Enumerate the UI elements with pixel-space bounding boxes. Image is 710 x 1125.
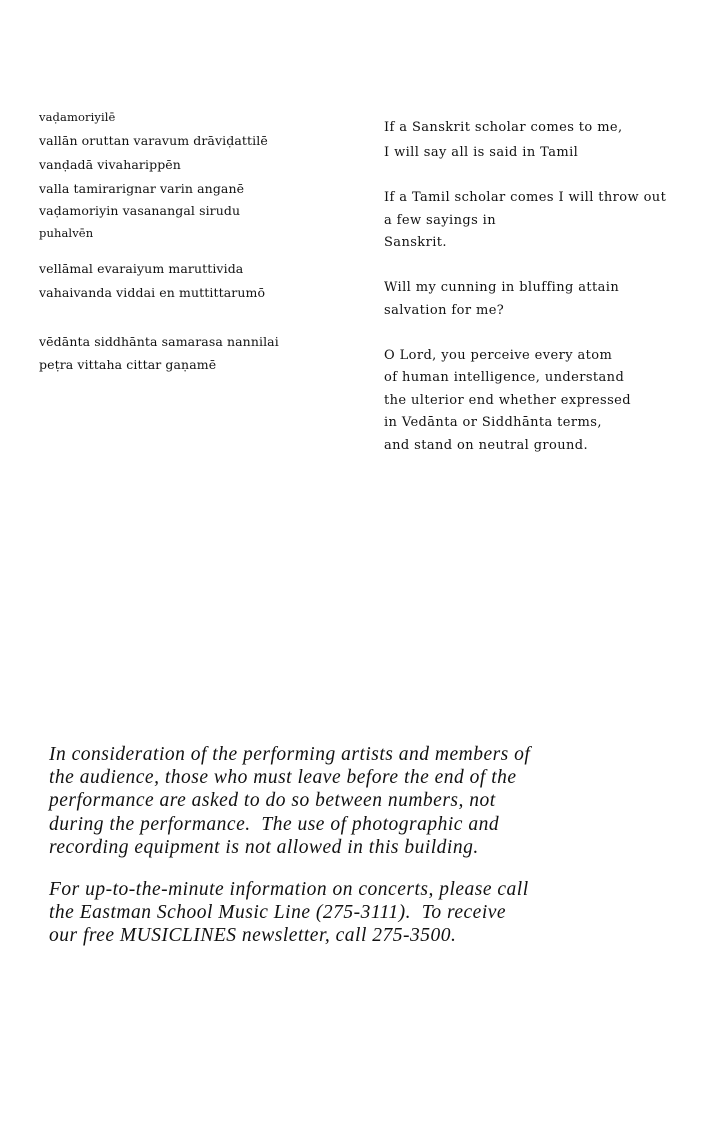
notice-line: recording equipment is not allowed in this building. — [49, 837, 479, 858]
verse-line: vaḍamoriyin vasanangal sirudu — [39, 203, 241, 218]
translation-line: salvation for me? — [384, 303, 505, 318]
translation-line: O Lord, you perceive every atom — [384, 348, 613, 363]
verse-line: vahaivanda viddai en muttittarumō — [39, 285, 266, 300]
notice-line: performance are asked to do so between numbers, not — [49, 790, 496, 811]
verse-line: vanḍadā vivaharippēn — [39, 157, 181, 172]
info-line: our free MUSICLINES newsletter, call 275-3500. — [49, 925, 457, 946]
verse-line: valla tamirarignar varin anganē — [39, 181, 245, 196]
translation-line: Sanskrit. — [384, 235, 447, 250]
translation-line: If a Sanskrit scholar comes to me, — [384, 120, 623, 135]
translation-line: the ulterior end whether expressed — [384, 393, 631, 408]
verse-line: vellāmal evaraiyum maruttivida — [39, 261, 244, 276]
info-line: For up-to-the-minute information on concerts, please call — [49, 879, 529, 900]
info-line: the Eastman School Music Line (275-3111). To receive — [49, 902, 507, 923]
verse-line: peṭra vittaha cittar gaṇamē — [39, 357, 217, 372]
translation-line: of human intelligence, understand — [384, 370, 625, 385]
verse-line: vēdānta siddhānta samarasa nannilai — [39, 334, 279, 349]
verse-line: vaḍamoriyilē — [39, 110, 116, 124]
verse-line: puhalvēn — [39, 226, 94, 240]
translation-line: and stand on neutral ground. — [384, 438, 589, 453]
translation-line: a few sayings in — [384, 213, 496, 228]
translation-line: Will my cunning in bluffing attain — [384, 280, 620, 295]
translation-line: I will say all is said in Tamil — [384, 145, 579, 160]
notice-line: during the performance. The use of photographic and — [49, 814, 500, 835]
notice-line: In consideration of the performing artists and members of — [49, 744, 531, 765]
verse-line: vallān oruttan varavum drāviḍattilē — [39, 133, 268, 148]
notice-line: the audience, those who must leave before the end of the — [49, 767, 517, 788]
translation-line: If a Tamil scholar comes I will throw out — [384, 190, 667, 205]
translation-line: in Vedānta or Siddhānta terms, — [384, 415, 602, 430]
